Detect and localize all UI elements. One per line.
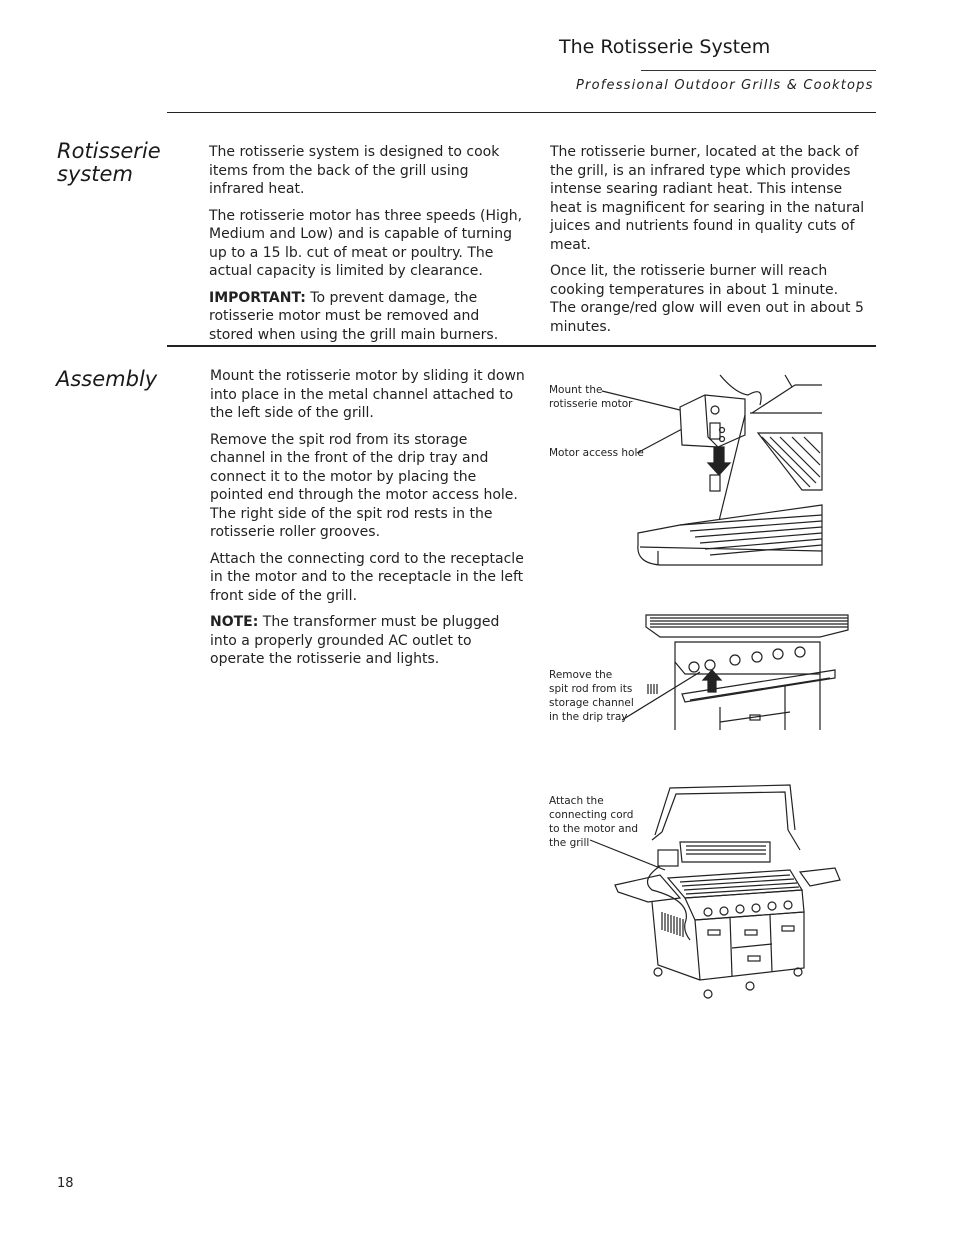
callout-line: rotisserie motor: [549, 398, 633, 410]
page-header-subtitle: Professional Outdoor Grills & Cooktops: [576, 78, 874, 93]
callout-line: connecting cord: [549, 809, 634, 821]
callout-line: in the drip tray: [549, 711, 628, 723]
rotisserie-column-2: [550, 143, 868, 344]
paragraph: The rotisserie motor has three speeds (High, Medium and Low) and is capable of turning up to a 15 lb. cut of meat or poultry. The actual capacity is limited by clearance.: [209, 207, 523, 279]
callout-line: the grill: [549, 837, 590, 849]
motor-mount-illustration: [540, 365, 830, 575]
note-text: The transformer must be plugged into a properly grounded AC outlet to operate the rotisserie and lights.: [210, 614, 500, 667]
paragraph: Remove the spit rod from its storage channel in the front of the drip tray and connect it to the motor by placing the pointed end through the motor access hole. The right side of the spit rod rests in the rotisserie roller grooves.: [210, 431, 518, 540]
page-number: 18: [57, 1176, 74, 1191]
heading-line: system: [57, 162, 133, 186]
paragraph: [210, 613, 526, 669]
paragraph: The rotisserie burner, located at the back of the grill, is an infrared type which provides intense searing radiant heat. This intense heat is magnificent for searing in the natural juices and nutrients found in quality cuts of meat.: [550, 144, 865, 253]
callout-line: Remove the: [549, 669, 613, 681]
heading-line: Rotisserie: [57, 139, 161, 163]
callout-line: storage channel: [549, 697, 634, 709]
callout-motor-access-hole: Motor access hole: [549, 447, 644, 459]
callout-line: Attach the: [549, 795, 604, 807]
important-label: IMPORTANT:: [209, 289, 306, 306]
section-divider-top: [167, 112, 876, 113]
callout-line: spit rod from its: [549, 683, 633, 695]
section-divider-assembly: [167, 345, 876, 347]
important-text: To prevent damage, the rotisserie motor must be removed and stored when using the grill main burners.: [209, 289, 499, 343]
callout-line: to the motor and: [549, 823, 639, 835]
paragraph: The rotisserie system is designed to cook items from the back of the grill using infrared heat.: [209, 144, 500, 197]
assembly-heading: Assembly: [56, 367, 158, 391]
note-label: NOTE:: [210, 614, 259, 630]
paragraph: [209, 289, 527, 345]
paragraph: Once lit, the rotisserie burner will reach cooking temperatures in about 1 minute. The orange/red glow will even out in about 5 minutes.: [550, 263, 864, 335]
callout-line: Mount the: [549, 384, 603, 396]
full-grill-illustration: [590, 780, 850, 1005]
assembly-column: [210, 367, 526, 677]
header-divider: [641, 70, 876, 71]
rotisserie-system-heading: [57, 140, 161, 186]
page-header-title: The Rotisserie System: [559, 36, 771, 58]
rotisserie-column-1: [209, 143, 527, 352]
spit-rod-illustration: [620, 612, 850, 737]
paragraph: Mount the rotisserie motor by sliding it down into place in the metal channel attached to the left side of the grill.: [210, 368, 525, 421]
paragraph: Attach the connecting cord to the receptacle in the motor and to the receptacle in the left front side of the grill.: [210, 550, 524, 604]
